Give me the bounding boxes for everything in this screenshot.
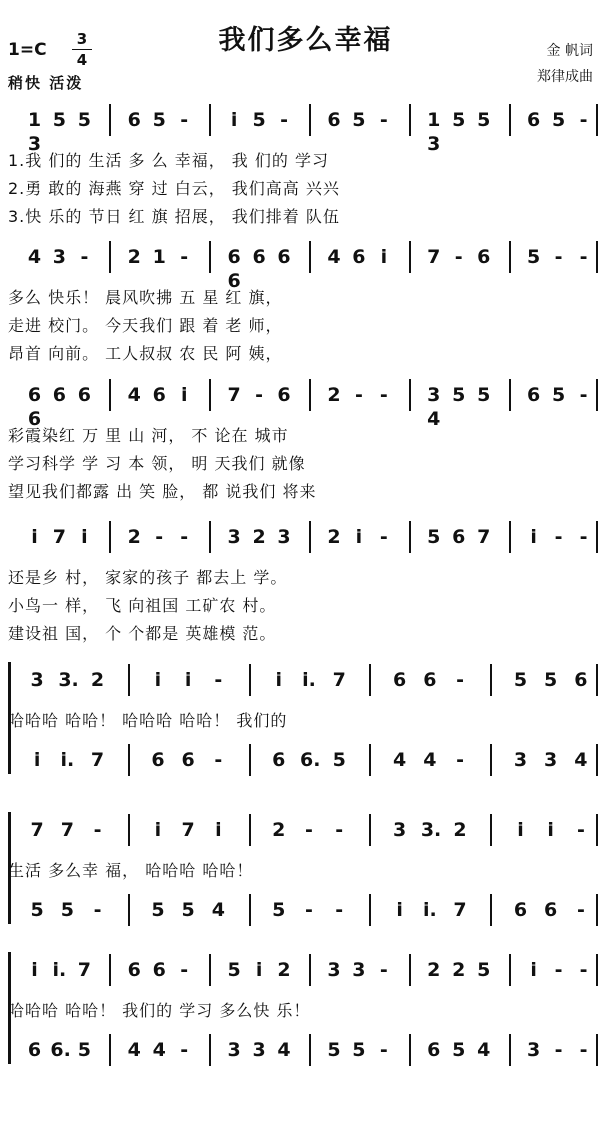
barline — [596, 241, 598, 273]
barline — [109, 521, 111, 553]
note: 3 — [327, 959, 341, 981]
note: 6 — [277, 246, 291, 268]
note: 2 — [252, 526, 266, 548]
note: 4 — [477, 1039, 491, 1061]
barline — [409, 521, 411, 553]
note: i — [180, 384, 188, 406]
lyric-line: 哈哈哈 哈哈！ 哈哈哈 哈哈！ 我们的 — [8, 711, 288, 730]
note: 3 — [52, 246, 67, 268]
note: 6. — [300, 749, 321, 771]
note: - — [305, 899, 313, 921]
note: - — [155, 526, 164, 548]
note: 2 — [272, 819, 286, 841]
note: 6 — [327, 109, 341, 131]
note: - — [579, 246, 588, 268]
note: - — [554, 1039, 563, 1061]
note: 3 — [252, 1039, 266, 1061]
note: i — [31, 959, 38, 981]
note: - — [554, 959, 563, 981]
note: 2 — [327, 526, 341, 548]
lyric-line: 小鸟一 样， 飞 向祖国 工矿农 村。 — [8, 596, 277, 615]
note: 2 — [127, 246, 141, 268]
lyric-line: 1.我 们的 生活 多 么 幸福， 我 们的 学习 — [8, 151, 329, 170]
note: - — [93, 819, 102, 841]
note: 6 6 — [227, 246, 241, 292]
note: 5 — [327, 1039, 341, 1061]
barline — [309, 241, 311, 273]
note: i. — [422, 899, 437, 921]
note: 4 — [574, 749, 588, 771]
note: - — [214, 669, 223, 691]
note: - — [180, 246, 189, 268]
note: 6 — [452, 526, 466, 548]
note-row — [0, 748, 611, 788]
note: 6 — [77, 384, 91, 406]
note: 6 — [393, 669, 407, 691]
barline — [249, 814, 251, 846]
note: - — [354, 384, 363, 406]
barline — [369, 664, 371, 696]
lyric-line: 还是乡 村， 家家的孩子 都去上 学。 — [8, 568, 288, 587]
barline — [409, 1034, 411, 1066]
time-signature-top: 3 — [76, 30, 88, 48]
note: 4 — [393, 749, 407, 771]
note-row — [0, 818, 611, 858]
note: 6 — [152, 384, 166, 406]
note: i — [355, 526, 363, 548]
barline — [128, 664, 130, 696]
note: - — [579, 526, 588, 548]
barline — [596, 521, 598, 553]
note: 6 — [252, 246, 266, 268]
barline — [209, 521, 211, 553]
note: 5 — [544, 669, 558, 691]
note: 7 — [427, 246, 441, 268]
note: 5 — [77, 109, 91, 131]
note: 5 — [151, 899, 165, 921]
note: i — [230, 109, 238, 131]
note: i — [530, 526, 537, 548]
note: 5 — [252, 109, 266, 131]
note: 1 3 — [427, 109, 441, 155]
lyric-line: 昂首 向前。 工人叔叔 农 民 阿 姨， — [8, 344, 283, 363]
note: 2 — [127, 526, 141, 548]
note: - — [305, 819, 313, 841]
note: 3 — [227, 526, 241, 548]
barline — [109, 1034, 111, 1066]
barline — [596, 104, 598, 136]
note: - — [180, 959, 189, 981]
note: 6 — [423, 669, 437, 691]
note: 1 — [152, 246, 166, 268]
note: - — [335, 819, 344, 841]
note: i — [380, 246, 388, 268]
barline — [109, 379, 111, 411]
note: i — [154, 819, 162, 841]
barline — [309, 379, 311, 411]
note: 6 — [427, 1039, 441, 1061]
barline — [128, 894, 130, 926]
note: - — [280, 109, 288, 131]
note: 5 — [526, 246, 541, 268]
barline — [490, 744, 492, 776]
note: 3 — [277, 526, 291, 548]
note: - — [255, 384, 264, 406]
song-title: 我们多么幸福 — [218, 25, 393, 56]
barline — [249, 894, 251, 926]
barline — [109, 104, 111, 136]
note: 5 — [477, 384, 491, 406]
lyric-line: 彩霞染红 万 里 山 河， 不 论在 城市 — [8, 426, 289, 445]
note: 3 — [227, 1039, 241, 1061]
barline — [209, 241, 211, 273]
note: 7 — [60, 819, 74, 841]
note-row — [0, 668, 611, 708]
note: 6 — [277, 384, 291, 406]
note: 6 — [352, 246, 366, 268]
note: - — [576, 819, 585, 841]
note: 6 — [526, 109, 541, 131]
lyricist: 金 帆词 — [546, 43, 593, 59]
time-signature-bottom: 4 — [76, 51, 88, 69]
barline — [128, 744, 130, 776]
note: 5 — [352, 109, 366, 131]
note: 5 — [60, 899, 74, 921]
note: 1 3 — [27, 109, 42, 155]
note: 4 — [211, 899, 225, 921]
barline — [249, 664, 251, 696]
note: 3 — [513, 749, 528, 771]
note: - — [579, 109, 588, 131]
note: 6. — [50, 1039, 71, 1061]
note: - — [80, 246, 89, 268]
note: 3. — [58, 669, 79, 691]
note: 6 — [27, 1039, 42, 1061]
note: - — [554, 526, 563, 548]
note: - — [454, 246, 463, 268]
note: - — [579, 384, 588, 406]
lyric-line: 多么 快乐！ 晨风吹拂 五 星 红 旗， — [8, 288, 283, 307]
note: 7 — [227, 384, 241, 406]
note: 7 — [77, 959, 91, 981]
barline — [309, 1034, 311, 1066]
note: 7 — [477, 526, 491, 548]
note: - — [379, 109, 388, 131]
note: i. — [52, 959, 67, 981]
note: - — [576, 899, 585, 921]
barline — [109, 241, 111, 273]
note: 2 — [453, 819, 467, 841]
note: - — [379, 959, 388, 981]
credits — [537, 38, 593, 90]
note: - — [180, 1039, 189, 1061]
note: 4 — [327, 246, 341, 268]
note: 2 — [452, 959, 466, 981]
note: - — [456, 669, 464, 691]
note: - — [379, 1039, 388, 1061]
note: 6 — [127, 959, 141, 981]
note: 5 — [427, 526, 441, 548]
note: 6 — [526, 384, 541, 406]
note: 5 — [513, 669, 528, 691]
barline — [596, 664, 598, 696]
barline — [209, 1034, 211, 1066]
note: i — [396, 899, 403, 921]
note: 5 — [477, 959, 491, 981]
lyric-line: 建设祖 国， 个 个都是 英雄模 范。 — [8, 624, 277, 643]
note: 5 — [52, 109, 67, 131]
note: 6 — [544, 899, 558, 921]
barline — [596, 894, 598, 926]
note: i — [184, 669, 192, 691]
note: i — [215, 819, 222, 841]
note: 6 — [181, 749, 195, 771]
note: 6 — [152, 959, 166, 981]
note: 3 — [352, 959, 366, 981]
note: i — [275, 669, 283, 691]
note: i. — [302, 669, 316, 691]
note: 5 — [477, 109, 491, 131]
lyric-line: 生活 多么幸 福， 哈哈哈 哈哈！ — [8, 861, 254, 880]
note: 5 — [152, 109, 166, 131]
barline — [128, 814, 130, 846]
barline — [409, 104, 411, 136]
key-signature: 1=C — [8, 40, 47, 60]
note: - — [180, 109, 189, 131]
note: - — [579, 959, 588, 981]
barline — [369, 894, 371, 926]
note: 7 — [90, 749, 105, 771]
note: i. — [60, 749, 75, 771]
note: 5 — [30, 899, 44, 921]
note: - — [579, 1039, 588, 1061]
note: 3 — [544, 749, 558, 771]
barline — [490, 894, 492, 926]
lyric-line: 哈哈哈 哈哈！ 我们的 学习 多么快 乐！ — [8, 1001, 311, 1020]
barline — [249, 744, 251, 776]
note: 4 — [127, 384, 141, 406]
note: 2 — [277, 959, 291, 981]
barline — [409, 241, 411, 273]
lyric-line: 2.勇 敢的 海燕 穿 过 白云， 我们高高 兴兴 — [8, 179, 340, 198]
note: 5 — [227, 959, 241, 981]
note: 5 — [352, 1039, 366, 1061]
note: 6 — [477, 246, 491, 268]
note: i — [81, 526, 88, 548]
note: 5 — [551, 384, 566, 406]
barline — [596, 379, 598, 411]
note: 7 — [52, 526, 67, 548]
note: 5 — [181, 899, 195, 921]
note-row — [0, 245, 611, 292]
note: - — [214, 749, 223, 771]
barline — [490, 664, 492, 696]
note: 3 — [30, 669, 44, 691]
note: 5 — [551, 109, 566, 131]
barline — [490, 814, 492, 846]
barline — [596, 954, 598, 986]
note: 3 4 — [427, 384, 441, 430]
note: i — [31, 526, 38, 548]
note: 4 — [127, 1039, 141, 1061]
barline — [509, 104, 511, 136]
barline — [509, 1034, 511, 1066]
note: - — [379, 384, 388, 406]
note: 7 — [181, 819, 195, 841]
note-row — [0, 525, 611, 565]
note: 7 — [332, 669, 346, 691]
note: 4 — [277, 1039, 291, 1061]
note: 6 — [513, 899, 528, 921]
note: i — [517, 819, 524, 841]
barline — [596, 744, 598, 776]
note: 4 — [152, 1039, 166, 1061]
barline — [109, 954, 111, 986]
note: 6 — [127, 109, 141, 131]
note: 5 — [452, 384, 466, 406]
note: 2 — [427, 959, 441, 981]
note: i — [33, 749, 41, 771]
barline — [309, 104, 311, 136]
note: 3. — [420, 819, 442, 841]
note: i — [255, 959, 263, 981]
barline — [509, 954, 511, 986]
note: 5 — [272, 899, 286, 921]
note: 2 — [90, 669, 105, 691]
note: i — [547, 819, 554, 841]
note: - — [335, 899, 344, 921]
barline — [509, 379, 511, 411]
lyric-line: 学习科学 学 习 本 领， 明 天我们 就像 — [8, 454, 306, 473]
lyric-line: 望见我们都露 出 笑 脸， 都 说我们 将来 — [8, 482, 317, 501]
barline — [369, 744, 371, 776]
note: - — [180, 526, 189, 548]
barline — [209, 954, 211, 986]
note-row — [0, 1038, 611, 1078]
note-row — [0, 383, 611, 430]
barline — [509, 521, 511, 553]
barline — [209, 104, 211, 136]
note: - — [379, 526, 388, 548]
time-signature — [70, 30, 94, 69]
tempo-marking: 稍快 活泼 — [8, 74, 84, 92]
note: - — [554, 246, 563, 268]
barline — [309, 521, 311, 553]
barline — [596, 814, 598, 846]
barline — [596, 1034, 598, 1066]
barline — [409, 954, 411, 986]
lyric-line: 走进 校门。 今天我们 跟 着 老 师， — [8, 316, 283, 335]
note: - — [456, 749, 464, 771]
note: 4 — [423, 749, 437, 771]
note: - — [93, 899, 102, 921]
note: 7 — [453, 899, 467, 921]
note: 4 — [27, 246, 42, 268]
note: 2 — [327, 384, 341, 406]
note: 3 — [393, 819, 407, 841]
note: 6 — [272, 749, 286, 771]
note: 5 — [452, 109, 466, 131]
barline — [409, 379, 411, 411]
note: 3 — [526, 1039, 541, 1061]
note-row — [0, 898, 611, 938]
note: i — [154, 669, 162, 691]
barline — [369, 814, 371, 846]
note: i — [530, 959, 537, 981]
note: 6 — [574, 669, 588, 691]
composer: 郑律成曲 — [537, 69, 593, 85]
note: 5 — [452, 1039, 466, 1061]
note-row — [0, 108, 611, 155]
note: 6 — [151, 749, 165, 771]
note: 7 — [30, 819, 44, 841]
note: 6 — [52, 384, 67, 406]
barline — [509, 241, 511, 273]
note: 5 — [332, 749, 346, 771]
lyric-line: 3.快 乐的 节日 红 旗 招展， 我们排着 队伍 — [8, 207, 340, 226]
note-row — [0, 958, 611, 998]
note: 6 6 — [27, 384, 42, 430]
barline — [309, 954, 311, 986]
barline — [209, 379, 211, 411]
note: 5 — [77, 1039, 91, 1061]
